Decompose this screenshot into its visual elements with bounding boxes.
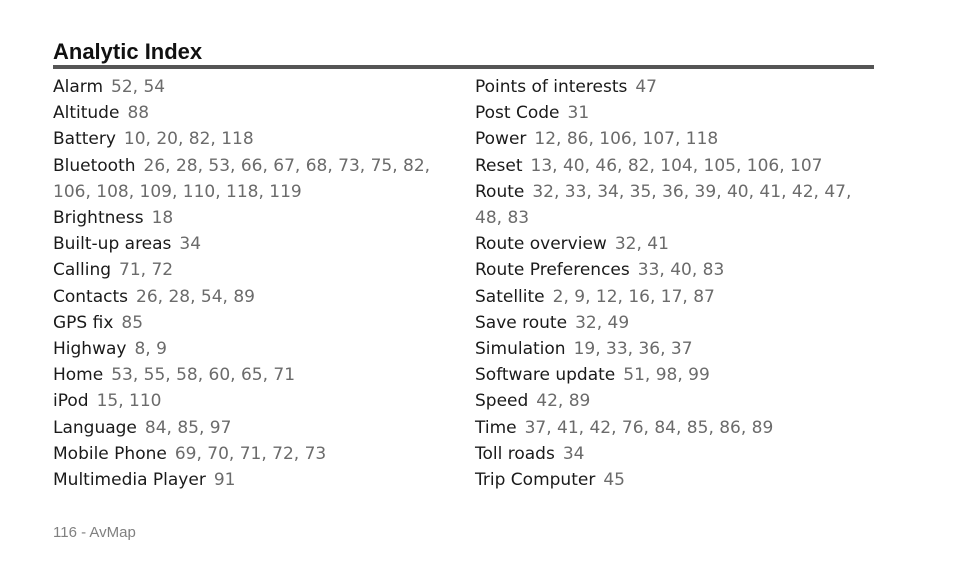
index-term: Simulation: [475, 339, 566, 360]
index-pages: 45: [603, 470, 625, 491]
index-term: Language: [53, 417, 137, 438]
index-pages: 12, 86, 106, 107, 118: [534, 129, 719, 150]
title-divider: [53, 65, 874, 69]
index-term: Bluetooth: [53, 155, 136, 176]
index-entry: [475, 362, 880, 388]
index-term: GPS fix: [53, 312, 114, 333]
index-pages: 69, 70, 71, 72, 73: [174, 443, 327, 464]
index-column-left: [53, 74, 458, 493]
index-term: Contacts: [53, 286, 128, 307]
index-term: Route overview: [475, 234, 607, 255]
index-pages: 33, 40, 83: [637, 260, 725, 281]
index-term: Power: [475, 129, 527, 150]
index-entry: [53, 467, 458, 493]
index-pages: 47: [635, 77, 657, 97]
index-entry: [53, 310, 458, 336]
index-pages: 32, 41: [614, 234, 669, 255]
index-term: Software update: [475, 365, 616, 386]
index-term: Mobile Phone: [53, 443, 167, 464]
index-pages: 84, 85, 97: [144, 417, 232, 438]
index-term: Post Code: [475, 103, 560, 124]
index-pages: 51, 98, 99: [623, 365, 710, 386]
index-pages: 71, 72: [119, 260, 174, 281]
index-term: Highway: [53, 339, 127, 360]
index-entry: [475, 231, 880, 257]
index-column-right: [475, 74, 880, 493]
index-term: Toll roads: [475, 443, 555, 464]
page-footer: 116 - AvMap: [53, 524, 136, 541]
index-entry: [53, 74, 458, 100]
index-pages: 53, 55, 58, 60, 65, 71: [111, 365, 296, 386]
index-entry: [475, 153, 880, 179]
index-term: Battery: [53, 129, 116, 150]
index-pages: 88: [127, 103, 150, 124]
index-pages: 13, 40, 46, 82, 104, 105, 106, 107: [530, 155, 823, 176]
index-pages: 32, 33, 34, 35, 36, 39, 40, 41, 42, 47, 48, 83: [475, 181, 852, 229]
index-pages: 52, 54: [111, 77, 166, 97]
index-entry: [53, 231, 458, 257]
index-entry: [53, 257, 458, 283]
index-term: Alarm: [53, 77, 104, 97]
index-pages: 42, 89: [536, 391, 591, 412]
index-entry: [475, 467, 880, 493]
index-pages: 26, 28, 53, 66, 67, 68, 73, 75, 82, 106, 108, 109, 110, 118, 119: [53, 155, 431, 202]
index-entry: [53, 336, 458, 362]
page-title: Analytic Index: [53, 39, 203, 64]
index-term: Save route: [475, 312, 568, 333]
index-pages: 85: [121, 312, 144, 333]
index-entry: [53, 126, 458, 152]
index-pages: 34: [562, 443, 585, 464]
index-term: Speed: [475, 391, 529, 412]
index-entry: [53, 284, 458, 310]
index-entry: [475, 284, 880, 310]
index-term: Time: [475, 417, 517, 438]
index-pages: 2, 9, 12, 16, 17, 87: [552, 286, 715, 307]
index-entry: [475, 74, 880, 100]
index-entry: [53, 205, 458, 231]
index-pages: 37, 41, 42, 76, 84, 85, 86, 89: [524, 417, 774, 438]
index-pages: 26, 28, 54, 89: [136, 286, 255, 307]
index-entry: [475, 336, 880, 362]
index-term: Calling: [53, 260, 112, 281]
index-term: Satellite: [475, 286, 545, 307]
index-term: Reset: [475, 155, 523, 176]
index-pages: 91: [213, 470, 236, 491]
index-term: iPod: [53, 391, 89, 412]
index-term: Multimedia Player: [53, 470, 206, 491]
index-entry: [53, 100, 458, 126]
index-entry: [53, 388, 458, 414]
index-entry: [53, 415, 458, 441]
index-pages: 18: [151, 208, 174, 229]
index-entry: [53, 153, 458, 205]
index-pages: 19, 33, 36, 37: [573, 339, 693, 360]
index-term: Trip Computer: [475, 470, 596, 491]
index-entry: [475, 415, 880, 441]
index-entry: [475, 388, 880, 414]
index-pages: 32, 49: [575, 312, 630, 333]
index-term: Route Preferences: [475, 260, 630, 281]
index-entry: [475, 441, 880, 467]
index-pages: 8, 9: [134, 339, 167, 360]
index-entry: [475, 100, 880, 126]
index-term: Points of interests: [475, 77, 628, 97]
index-term: Altitude: [53, 103, 120, 124]
index-entry: [475, 310, 880, 336]
index-term: Home: [53, 365, 104, 386]
index-term: Brightness: [53, 208, 144, 229]
index-pages: 31: [567, 103, 590, 124]
index-entry: [53, 441, 458, 467]
index-pages: 34: [179, 234, 202, 255]
index-term: Route: [475, 181, 525, 202]
index-entry: [475, 126, 880, 152]
index-pages: 15, 110: [96, 391, 162, 412]
index-entry: [475, 257, 880, 283]
index-pages: 10, 20, 82, 118: [123, 129, 254, 150]
index-term: Built-up areas: [53, 234, 172, 255]
index-entry: [475, 179, 880, 231]
index-entry: [53, 362, 458, 388]
